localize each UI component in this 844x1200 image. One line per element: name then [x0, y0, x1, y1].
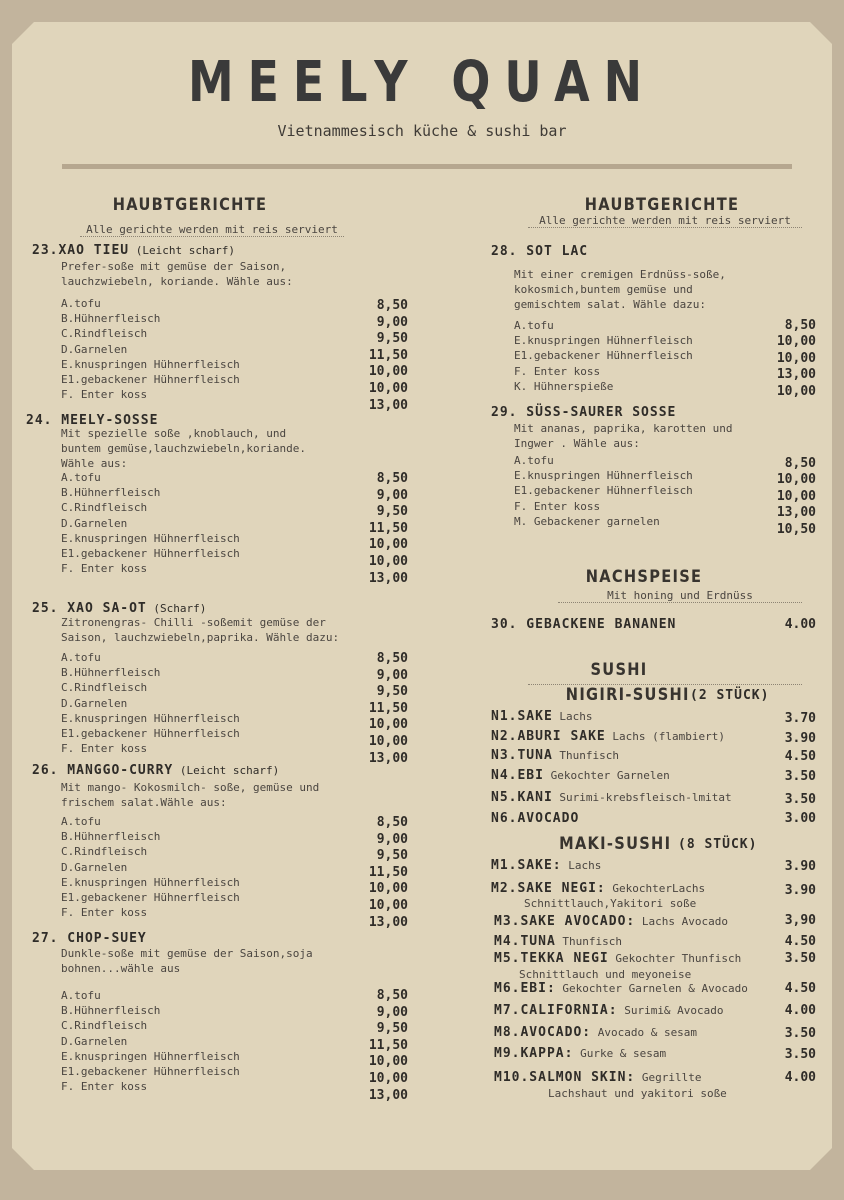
option-price: 11,50: [368, 520, 408, 536]
option-label: A.tofu: [61, 297, 101, 310]
option-price: 9,00: [376, 1004, 408, 1020]
dessert-price: 4.00: [784, 617, 816, 632]
maki-description: Thunfisch: [555, 935, 623, 948]
maki-description: Gegrillte: [635, 1071, 702, 1084]
option-price: 9,50: [376, 848, 408, 864]
maki-price: 3.50: [784, 1026, 816, 1041]
option-price: 9,00: [376, 831, 408, 847]
option-price: 9,00: [376, 667, 408, 683]
sushi-title: SUSHI: [590, 660, 648, 680]
maki-description: Avocado & sesam: [591, 1026, 698, 1039]
dish-description: Mit spezielle soße ,knoblauch, und: [61, 427, 287, 440]
option-label: E1.gebackener Hühnerfleisch: [514, 484, 693, 498]
dish-heading: 26. MANGGO-CURRY (Leicht scharf): [32, 763, 280, 778]
option-price: 13,00: [368, 397, 408, 413]
option-label: E.knuspringen Hühnerfleisch: [61, 875, 240, 889]
option-label: A.tofu: [61, 815, 101, 828]
option-price: 11,50: [368, 864, 408, 880]
maki-price: 4.50: [784, 934, 816, 949]
dish-heading: 24. MEELY-SOSSE: [26, 413, 159, 428]
option-price: 10,00: [776, 334, 816, 350]
dish-description: gemischtem salat. Wähle dazu:: [514, 298, 707, 311]
dish-spice-tag: (Leicht scharf): [173, 764, 280, 777]
option-label: E.knuspringen Hühnerfleisch: [514, 469, 693, 483]
option-price: 11,50: [368, 700, 408, 716]
option-label: E1.gebackener Hühnerfleisch: [61, 547, 240, 560]
nigiri-item: N4.EBI Gekochter Garnelen: [491, 768, 670, 783]
maki-description: Lachs Avocado: [635, 915, 728, 928]
option-label: D.Garnelen: [61, 696, 128, 710]
nigiri-item: N3.TUNA Thunfisch: [491, 748, 620, 763]
option-price: 10,00: [776, 472, 816, 488]
dessert-title: NACHSPEISE: [585, 567, 703, 587]
option-label: F. Enter koss: [61, 388, 148, 402]
option-price: 9,00: [376, 487, 408, 503]
option-price: 10,00: [368, 554, 408, 569]
dish-description: Zitronengras- Chilli -soßemit gemüse der: [61, 616, 326, 629]
maki-description-line2: Schnittlauch,Yakitori soße: [524, 897, 697, 910]
option-price: 10,00: [368, 881, 408, 897]
option-label: C.Rindfleisch: [61, 1019, 148, 1033]
dish-description: bohnen...wähle aus: [61, 962, 181, 975]
option-price: 8,50: [376, 988, 408, 1003]
dessert-item: 30. GEBACKENE BANANEN: [491, 617, 677, 632]
nigiri-description: Thunfisch: [552, 749, 620, 762]
dish-description: lauchzwiebeln, koriande. Wähle aus:: [61, 275, 293, 288]
option-label: A.tofu: [514, 454, 554, 467]
dish-heading: 29. SÜSS-SAURER SOSSE: [491, 405, 677, 420]
option-label: F. Enter koss: [61, 1080, 148, 1094]
dish-description: Ingwer . Wähle aus:: [514, 437, 640, 450]
option-price: 9,00: [376, 314, 408, 330]
dish-heading: 25. XAO SA-OT (Scharf): [32, 601, 207, 616]
nigiri-count: (2 STÜCK): [690, 688, 770, 703]
restaurant-title: MEELY QUAN: [187, 50, 657, 115]
option-price: 10,00: [368, 734, 408, 749]
option-price: 10,00: [368, 898, 408, 913]
maki-description: Gekochter Thunfisch: [608, 952, 742, 965]
option-label: E1.gebackener Hühnerfleisch: [61, 373, 240, 386]
dish-heading: 27. CHOP-SUEY: [32, 931, 147, 946]
option-price: 10,00: [368, 537, 408, 553]
option-label: B.Hühnerfleisch: [61, 830, 161, 844]
header-divider: [62, 164, 792, 169]
option-price: 10,00: [368, 364, 408, 380]
nigiri-item: N5.KANI Surimi-krebsfleisch-lmitat: [491, 790, 732, 805]
option-price: 9,50: [376, 1021, 408, 1037]
dish-description: frischem salat.Wähle aus:: [61, 796, 227, 809]
option-price: 10,00: [776, 383, 816, 399]
dish-description: Saison, lauchzwiebeln,paprika. Wähle dazu:: [61, 631, 340, 644]
maki-item: M5.TEKKA NEGI Gekochter Thunfisch: [494, 951, 742, 966]
dish-description: Dunkle-soße mit gemüse der Saison,soja: [61, 947, 313, 960]
maki-price: 3,90: [784, 913, 816, 928]
option-label: D.Garnelen: [61, 1034, 128, 1048]
option-label: B.Hühnerfleisch: [61, 486, 161, 500]
maki-price: 3.50: [784, 1047, 816, 1062]
nigiri-item: N2.ABURI SAKE Lachs (flambiert): [491, 729, 725, 744]
maki-price: 3.50: [784, 951, 816, 966]
maki-description-line2: Schnittlauch und meyoneise: [519, 968, 692, 981]
option-label: K. Hühnerspieße: [514, 379, 614, 393]
option-price: 13,00: [368, 914, 408, 930]
option-price: 13,00: [368, 1087, 408, 1103]
maki-item: M2.SAKE NEGI: GekochterLachs: [491, 881, 706, 896]
option-label: D.Garnelen: [61, 516, 128, 530]
dish-spice-tag: (Scharf): [146, 602, 207, 615]
option-label: E1.gebackener Hühnerfleisch: [61, 727, 240, 740]
option-label: C.Rindfleisch: [61, 681, 148, 695]
nigiri-item: N1.SAKE Lachs: [491, 709, 593, 724]
maki-item: M6.EBI: Gekochter Garnelen & Avocado: [494, 981, 748, 996]
nigiri-price: 3.50: [784, 769, 816, 784]
dish-description: buntem gemüse,lauchzwiebeln,koriande.: [61, 442, 307, 455]
option-price: 10,00: [776, 488, 816, 504]
maki-title: MAKI-SUSHI: [559, 834, 672, 854]
dish-heading: 28. SOT LAC: [491, 244, 589, 259]
option-price: 8,50: [376, 471, 408, 486]
maki-item: M4.TUNA Thunfisch: [494, 934, 623, 949]
maki-description: Lachs: [561, 859, 602, 872]
dish-description: Mit einer cremigen Erdnüss-soße,: [514, 268, 726, 281]
option-label: F. Enter koss: [61, 562, 148, 576]
left-section-title: HAUBTGERICHTE: [112, 195, 268, 215]
option-label: E1.gebackener Hühnerfleisch: [61, 891, 240, 904]
maki-item: M9.KAPPA: Gurke & sesam: [494, 1046, 667, 1061]
maki-description-line2: Lachshaut und yakitori soße: [548, 1087, 727, 1100]
option-label: E.knuspringen Hühnerfleisch: [61, 357, 240, 371]
nigiri-price: 3.90: [784, 731, 816, 746]
option-label: C.Rindfleisch: [61, 327, 148, 341]
maki-item: M3.SAKE AVOCADO: Lachs Avocado: [494, 914, 728, 929]
option-price: 8,50: [376, 815, 408, 830]
option-price: 9,50: [376, 684, 408, 700]
dessert-note: Mit honing und Erdnüss: [558, 589, 802, 603]
maki-item: M1.SAKE: Lachs: [491, 858, 602, 873]
option-label: F. Enter koss: [61, 906, 148, 920]
maki-item: M8.AVOCADO: Avocado & sesam: [494, 1025, 698, 1040]
option-label: A.tofu: [514, 319, 554, 332]
option-label: A.tofu: [61, 651, 101, 664]
option-label: E.knuspringen Hühnerfleisch: [61, 531, 240, 545]
maki-price: 3.90: [784, 883, 816, 898]
maki-description: Surimi& Avocado: [617, 1004, 724, 1017]
maki-description: Gekochter Garnelen & Avocado: [555, 982, 748, 995]
option-label: D.Garnelen: [61, 860, 128, 874]
option-label: B.Hühnerfleisch: [61, 666, 161, 680]
restaurant-subtitle: Vietnammesisch küche & sushi bar: [277, 122, 567, 140]
option-label: D.Garnelen: [61, 342, 128, 356]
nigiri-price: 4.50: [784, 749, 816, 764]
left-section-note: Alle gerichte werden mit reis serviert: [80, 223, 344, 237]
right-section-note: Alle gerichte werden mit reis serviert: [528, 214, 802, 228]
option-label: B.Hühnerfleisch: [61, 312, 161, 326]
option-label: E1.gebackener Hühnerfleisch: [61, 1065, 240, 1078]
dish-description: kokosmich,buntem gemüse und: [514, 283, 693, 296]
nigiri-price: 3.00: [784, 811, 816, 826]
dish-description: Wähle aus:: [61, 457, 128, 470]
option-label: M. Gebackener garnelen: [514, 514, 660, 528]
option-price: 10,00: [368, 1054, 408, 1070]
option-price: 10,00: [776, 350, 816, 366]
option-price: 13,00: [368, 750, 408, 766]
option-price: 9,50: [376, 504, 408, 520]
maki-item: M10.SALMON SKIN: Gegrillte: [494, 1070, 702, 1085]
option-label: C.Rindfleisch: [61, 845, 148, 859]
maki-count: (8 STÜCK): [678, 837, 758, 852]
option-label: E.knuspringen Hühnerfleisch: [61, 1049, 240, 1063]
maki-item: M7.CALIFORNIA: Surimi& Avocado: [494, 1003, 724, 1018]
maki-description: Gurke & sesam: [573, 1047, 667, 1060]
nigiri-price: 3.50: [784, 792, 816, 807]
option-price: 10,00: [368, 717, 408, 733]
option-label: E1.gebackener Hühnerfleisch: [514, 349, 693, 363]
nigiri-price: 3.70: [784, 711, 816, 726]
option-label: E.knuspringen Hühnerfleisch: [61, 711, 240, 725]
option-price: 13,00: [368, 570, 408, 586]
option-label: B.Hühnerfleisch: [61, 1004, 161, 1018]
option-price: 10,00: [368, 1071, 408, 1086]
option-price: 13,00: [776, 367, 816, 383]
option-label: F. Enter koss: [61, 742, 148, 756]
option-label: F. Enter koss: [514, 364, 601, 378]
right-section-title: HAUBTGERICHTE: [584, 195, 740, 215]
option-label: C.Rindfleisch: [61, 501, 148, 515]
option-label: E.knuspringen Hühnerfleisch: [514, 334, 693, 348]
maki-price: 4.50: [784, 981, 816, 996]
nigiri-item: N6.AVOCADO: [491, 811, 580, 826]
maki-price: 3.90: [784, 859, 816, 874]
nigiri-description: Lachs (flambiert): [605, 730, 725, 743]
option-price: 8,50: [376, 298, 408, 313]
option-price: 8,50: [784, 456, 816, 471]
option-price: 8,50: [784, 318, 816, 333]
dish-heading: 23.XAO TIEU (Leicht scharf): [32, 243, 236, 258]
option-label: A.tofu: [61, 989, 101, 1002]
maki-description: GekochterLachs: [605, 882, 706, 895]
option-label: F. Enter koss: [514, 499, 601, 513]
dish-description: Mit mango- Kokosmilch- soße, gemüse und: [61, 781, 320, 794]
option-label: A.tofu: [61, 471, 101, 484]
dish-description: Mit ananas, paprika, karotten und: [514, 422, 733, 435]
dish-spice-tag: (Leicht scharf): [129, 244, 236, 257]
option-price: 8,50: [376, 651, 408, 666]
dish-description: Prefer-soße mit gemüse der Saison,: [61, 260, 287, 273]
option-price: 10,50: [776, 521, 816, 537]
option-price: 9,50: [376, 331, 408, 347]
option-price: 13,00: [776, 505, 816, 521]
nigiri-description: Gekochter Garnelen: [543, 769, 670, 782]
option-price: 10,00: [368, 381, 408, 396]
nigiri-description: Lachs: [552, 710, 593, 723]
maki-price: 4.00: [784, 1003, 816, 1018]
nigiri-title: NIGIRI-SUSHI: [565, 685, 690, 705]
option-price: 11,50: [368, 1037, 408, 1053]
option-price: 11,50: [368, 347, 408, 363]
maki-price: 4.00: [784, 1070, 816, 1085]
nigiri-description: Surimi-krebsfleisch-lmitat: [552, 791, 732, 804]
